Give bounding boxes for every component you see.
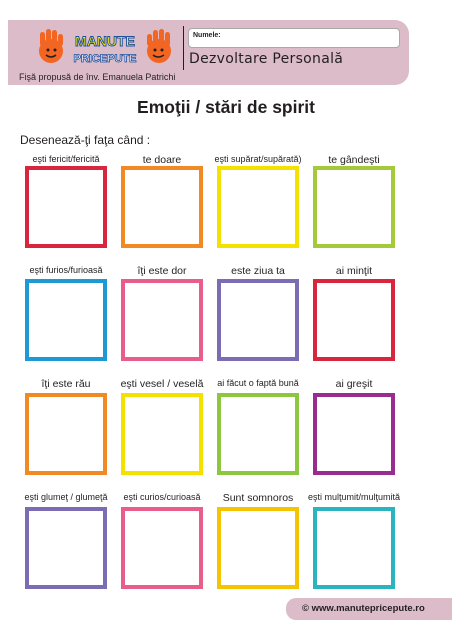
name-field[interactable] xyxy=(188,28,400,48)
cell-label: eşti curios/curioasă xyxy=(123,492,201,502)
drawing-box[interactable] xyxy=(121,166,203,248)
cell-label: eşti glumeţ / glumeţă xyxy=(24,492,108,502)
cell-label: Sunt somnoros xyxy=(222,492,294,504)
drawing-box[interactable] xyxy=(313,166,395,248)
cell-label: este ziua ta xyxy=(231,265,285,277)
drawing-box[interactable] xyxy=(25,507,107,589)
drawing-box[interactable] xyxy=(25,279,107,361)
instruction-text: Desenează-ţi faţa când : xyxy=(20,133,151,147)
cell-label: te gândeşti xyxy=(328,154,380,166)
cell-label: eşti fericit/fericită xyxy=(32,154,100,164)
drawing-box[interactable] xyxy=(217,166,299,248)
drawing-box[interactable] xyxy=(25,393,107,475)
logo xyxy=(36,26,174,70)
cell-label: eşti mulţumit/mulţumită xyxy=(307,492,401,502)
logo-text-top: MANUTE xyxy=(75,33,135,49)
page-title: Emoţii / stări de spirit xyxy=(137,97,315,117)
drawing-box[interactable] xyxy=(217,393,299,475)
cell-label: eşti vesel / veselă xyxy=(120,378,204,390)
cell-label: îţi este dor xyxy=(137,265,187,277)
left-hand-icon xyxy=(39,29,63,63)
subject-title: Dezvoltare Personală xyxy=(189,51,344,67)
drawing-box[interactable] xyxy=(217,279,299,361)
cell-label: ai greşit xyxy=(335,378,373,390)
drawing-box[interactable] xyxy=(121,279,203,361)
cell-label: eşti supărat/supărată) xyxy=(214,154,302,164)
header-divider xyxy=(183,26,184,70)
drawing-box[interactable] xyxy=(217,507,299,589)
cell-label: te doare xyxy=(142,154,182,166)
drawing-box[interactable] xyxy=(121,507,203,589)
drawing-box[interactable] xyxy=(313,393,395,475)
footer-url[interactable]: © www.manutepricepute.ro xyxy=(302,603,425,614)
name-label: Numele: xyxy=(193,32,221,39)
drawing-box[interactable] xyxy=(313,279,395,361)
drawing-box[interactable] xyxy=(25,166,107,248)
cell-label: ai minţit xyxy=(335,265,373,277)
drawing-box[interactable] xyxy=(313,507,395,589)
footer-banner xyxy=(286,598,452,620)
author-credit: Fişă propusă de înv. Emanuela Patrichi xyxy=(19,72,176,82)
drawing-box[interactable] xyxy=(121,393,203,475)
cell-label: îţi este rău xyxy=(41,378,91,390)
right-hand-icon xyxy=(147,29,171,63)
logo-text-bottom: PRICEPUTE xyxy=(73,53,137,65)
cell-label: eşti furios/furioasă xyxy=(29,265,103,275)
cell-label: ai făcut o faptă bună xyxy=(217,378,299,388)
